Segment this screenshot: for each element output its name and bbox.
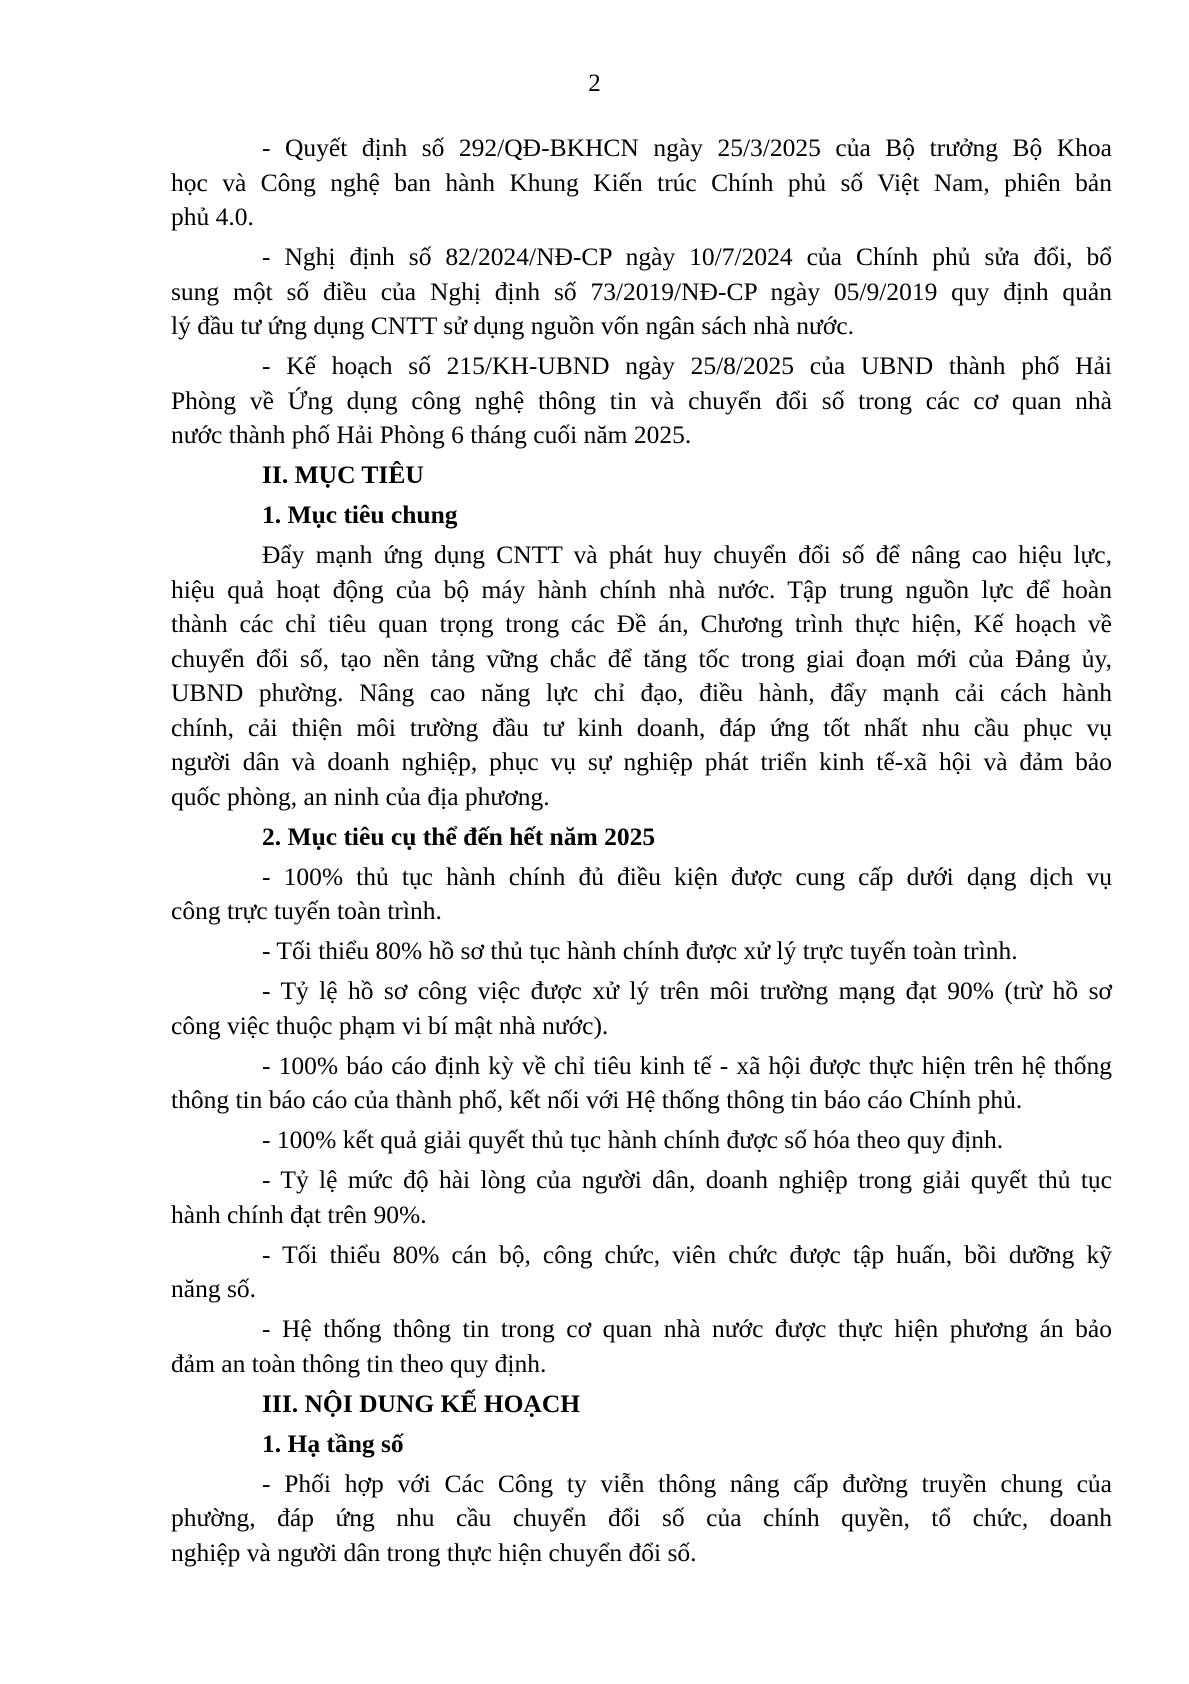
text-line: quốc phòng, an ninh của địa phương. <box>171 781 550 811</box>
paragraph <box>171 240 1112 344</box>
text-line: - Kế hoạch số 215/KH-UBND ngày 25/8/2025 của UBND thành phố Hải <box>262 351 1112 380</box>
text-line: phủ 4.0. <box>171 202 254 231</box>
paragraph <box>171 1312 1112 1381</box>
paragraph <box>171 1238 1112 1307</box>
paragraph <box>171 974 1112 1043</box>
section-heading <box>171 498 1112 533</box>
text-line: Đẩy mạnh ứng dụng CNTT và phát huy chuyển đổi số để nâng cao hiệu lực, <box>262 540 1112 569</box>
document-body <box>171 131 1112 1570</box>
text-line: II. MỤC TIÊU <box>262 460 424 489</box>
text-line: - 100% báo cáo định kỳ về chỉ tiêu kinh tế - xã hội được thực hiện trên hệ thống <box>262 1050 1112 1080</box>
text-line: hiệu quả hoạt động của bộ máy hành chính nhà nước. Tập trung nguồn lực để hoàn <box>171 574 1112 604</box>
text-line: 1. Hạ tầng số <box>262 1428 404 1458</box>
text-line: Phòng về Ứng dụng công nghệ thông tin và chuyển đổi số trong các cơ quan nhà <box>171 385 1112 415</box>
text-line: - Tối thiểu 80% cán bộ, công chức, viên chức được tập huấn, bồi dưỡng kỹ <box>262 1239 1112 1269</box>
text-line: người dân và doanh nghiệp, phục vụ sự nghiệp phát triển kinh tế-xã hội và đảm bảo <box>171 747 1112 776</box>
text-line: - 100% thủ tục hành chính đủ điều kiện được cung cấp dưới dạng dịch vụ <box>262 861 1112 891</box>
text-line: chính, cải thiện môi trường đầu tư kinh doanh, đáp ứng tốt nhất nhu cầu phục vụ <box>171 712 1112 742</box>
paragraph <box>171 131 1112 235</box>
text-line: công trực tuyến toàn trình. <box>171 896 442 925</box>
text-line: 1. Mục tiêu chung <box>262 500 458 529</box>
text-line: chuyển đổi số, tạo nền tảng vững chắc để tăng tốc trong giai đoạn mới của Đảng ủy, <box>171 643 1112 673</box>
paragraph <box>171 1467 1112 1571</box>
paragraph <box>171 349 1112 453</box>
section-heading <box>171 1427 1112 1462</box>
text-line: thông tin báo cáo của thành phố, kết nối với Hệ thống thông tin báo cáo Chính phủ. <box>171 1085 1023 1114</box>
text-line: - Tỷ lệ mức độ hài lòng của người dân, doanh nghiệp trong giải quyết thủ tục <box>262 1165 1112 1194</box>
text-line: - Nghị định số 82/2024/NĐ-CP ngày 10/7/2024 của Chính phủ sửa đổi, bổ <box>262 242 1112 271</box>
text-line: năng số. <box>171 1274 256 1303</box>
text-line: - Phối hợp với Các Công ty viễn thông nâng cấp đường truyền chung của <box>262 1468 1112 1498</box>
text-line: nghiệp và người dân trong thực hiện chuyển đổi số. <box>171 1537 697 1567</box>
text-line: đảm an toàn thông tin theo quy định. <box>171 1348 547 1378</box>
text-line: hành chính đạt trên 90%. <box>171 1199 427 1229</box>
section-heading <box>171 820 1112 855</box>
section-heading <box>171 1387 1112 1422</box>
text-line: sung một số điều của Nghị định số 73/2019/NĐ-CP ngày 05/9/2019 quy định quản <box>171 276 1112 306</box>
text-line: - Hệ thống thông tin trong cơ quan nhà nước được thực hiện phương án bảo <box>262 1314 1112 1343</box>
text-line: - Tối thiểu 80% hồ sơ thủ tục hành chính được xử lý trực tuyến toàn trình. <box>262 936 1018 965</box>
paragraph <box>171 1163 1112 1232</box>
text-line: UBND phường. Nâng cao năng lực chỉ đạo, điều hành, đẩy mạnh cải cách hành <box>171 678 1112 707</box>
text-line: công việc thuộc phạm vi bí mật nhà nước). <box>171 1010 609 1040</box>
text-line: 2. Mục tiêu cụ thể đến hết năm 2025 <box>262 821 656 851</box>
section-heading <box>171 458 1112 493</box>
text-line: III. NỘI DUNG KẾ HOẠCH <box>262 1388 581 1418</box>
text-line: - Quyết định số 292/QĐ-BKHCN ngày 25/3/2025 của Bộ trưởng Bộ Khoa <box>262 133 1112 162</box>
text-line: học và Công nghệ ban hành Khung Kiến trúc Chính phủ số Việt Nam, phiên bản <box>171 167 1112 197</box>
text-line: nước thành phố Hải Phòng 6 tháng cuối năm 2025. <box>171 420 692 449</box>
paragraph <box>171 934 1112 969</box>
page-number: 2 <box>588 70 601 97</box>
text-line: phường, đáp ứng nhu cầu chuyển đổi số của chính quyền, tổ chức, doanh <box>171 1503 1112 1532</box>
text-line: - Tỷ lệ hồ sơ công việc được xử lý trên môi trường mạng đạt 90% (trừ hồ sơ <box>262 976 1112 1005</box>
text-line: lý đầu tư ứng dụng CNTT sử dụng nguồn vốn ngân sách nhà nước. <box>171 311 855 340</box>
paragraph <box>171 1123 1112 1158</box>
text-line: - 100% kết quả giải quyết thủ tục hành chính được số hóa theo quy định. <box>262 1125 1004 1154</box>
text-line: thành các chỉ tiêu quan trọng trong các Đề án, Chương trình thực hiện, Kế hoạch về <box>171 609 1112 638</box>
paragraph <box>171 1049 1112 1118</box>
paragraph <box>171 860 1112 929</box>
paragraph <box>171 538 1112 814</box>
